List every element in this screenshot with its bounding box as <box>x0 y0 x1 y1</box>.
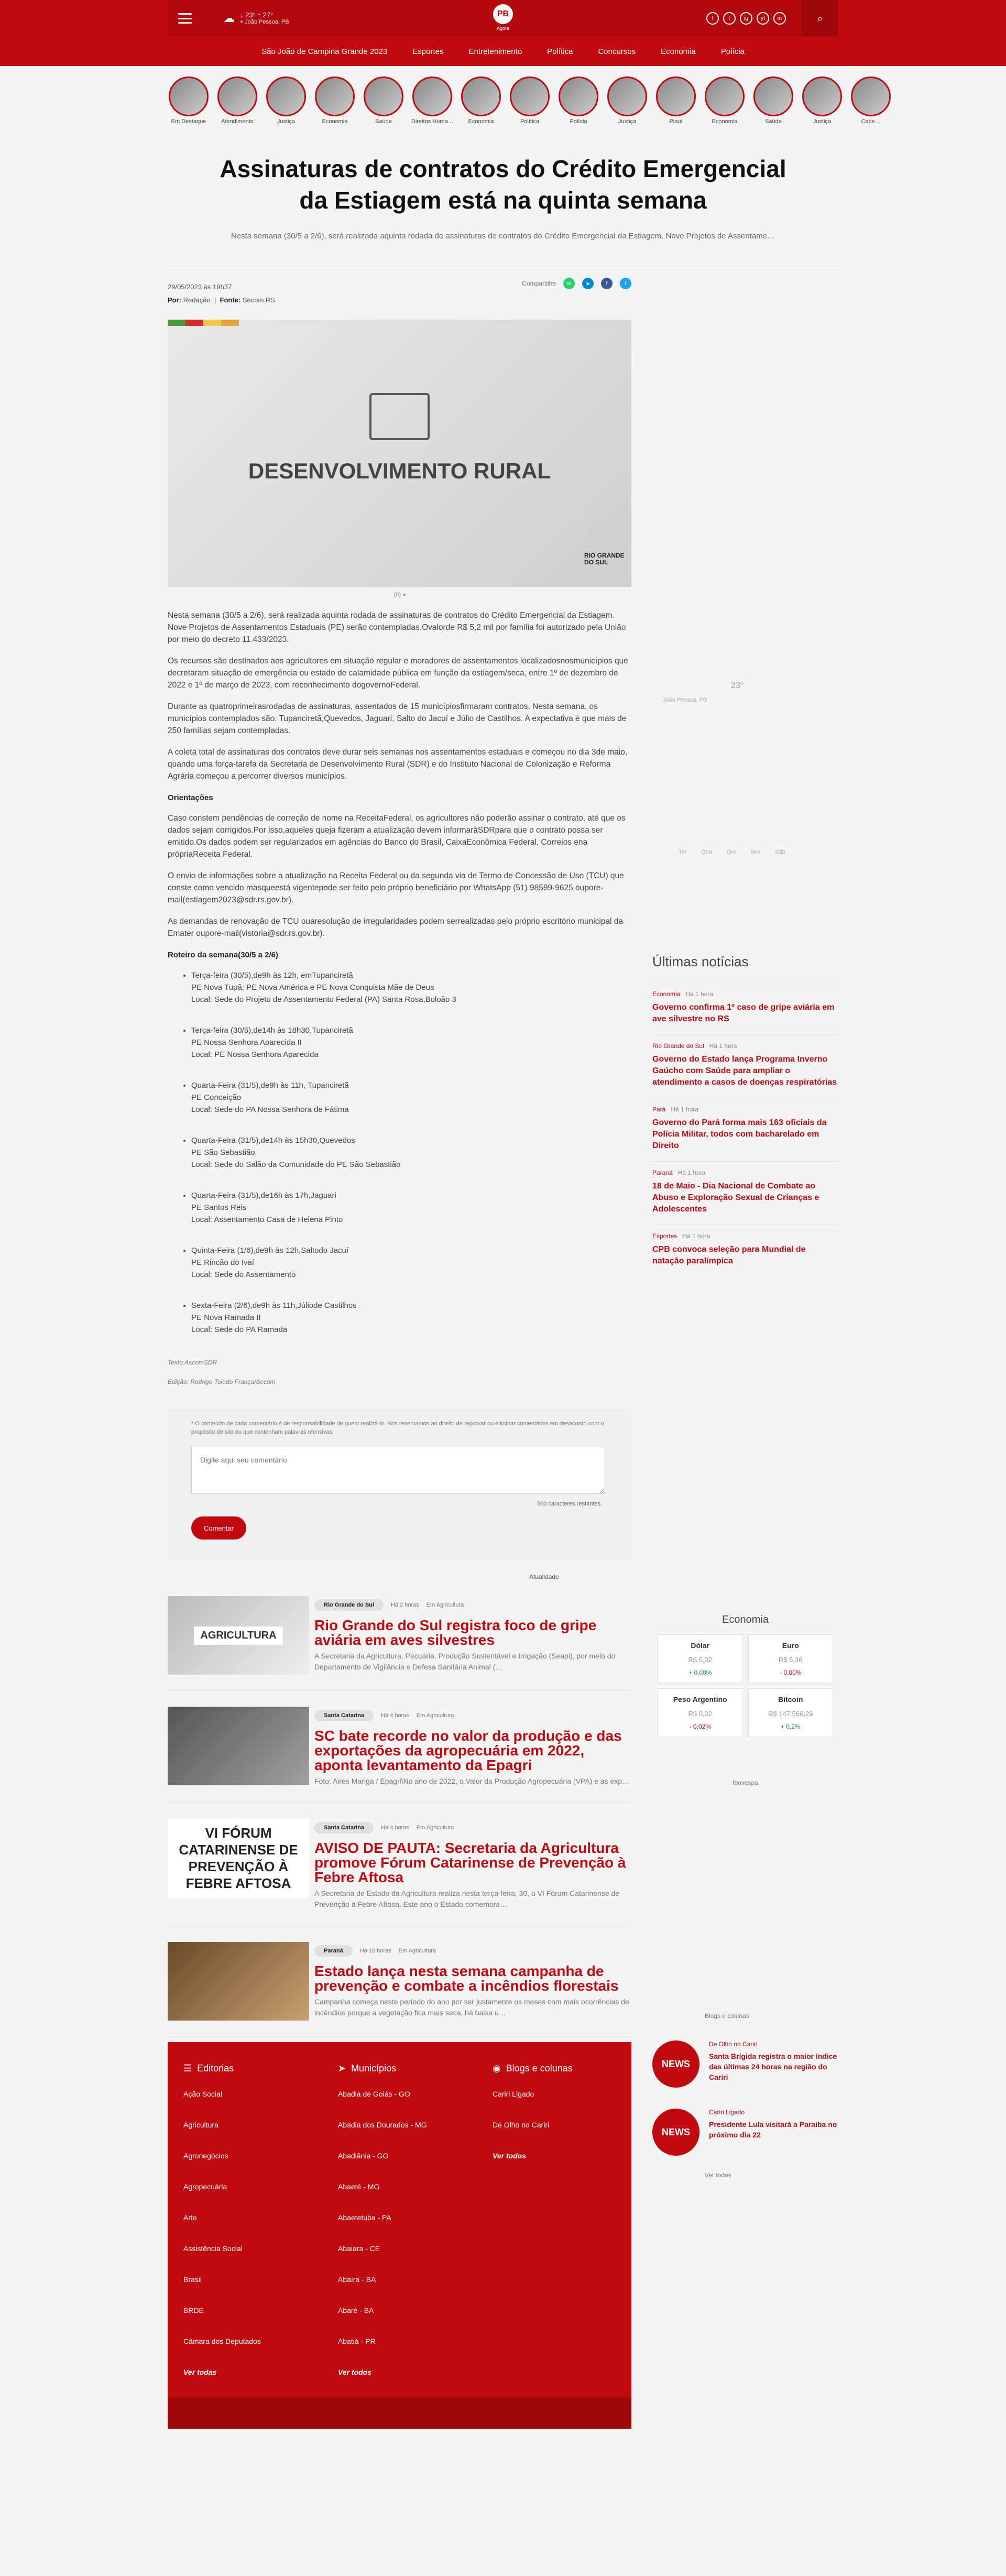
latest-time: Há 1 hora <box>709 1042 737 1050</box>
featured-image <box>168 320 631 587</box>
footer-column-title <box>183 2063 322 2074</box>
related-title[interactable]: Estado lança nesta semana campanha de prevenção e combate a incêndios florestais <box>314 1963 619 1994</box>
story-avatar <box>461 77 501 116</box>
currency-name: Bitcoin <box>778 1695 803 1704</box>
related-thumb[interactable] <box>168 1707 309 1785</box>
weather-day: Ter <box>679 849 687 855</box>
roteiro-line: Local: Sede do Projeto de Assentamento Federal (PA) Santa Rosa,Boloão 3 <box>191 995 456 1004</box>
related-title[interactable]: SC bate recorde no valor da produção e das exportações da agropecuária em 2022, aponta levantamento da Epagri <box>314 1728 622 1773</box>
article-byline: Por: Redação | Fonte: Secom RS <box>168 296 275 304</box>
roteiro-line: PE São Sebastião <box>191 1148 255 1157</box>
latest-category <box>652 1232 838 1240</box>
footer-column-label: Editorias <box>197 2063 234 2073</box>
twitter-icon[interactable]: t <box>620 278 631 289</box>
roteiro-title: Roteiro da semana(30/5 a 2/6) <box>168 951 278 959</box>
related-time: Há 10 horas <box>359 1948 391 1954</box>
article-date: 29/05/2023 às 19h37 <box>168 283 232 291</box>
story-label: Economia <box>712 118 738 125</box>
footer-link[interactable]: Assistência Social <box>183 2244 243 2253</box>
footer-link[interactable]: Agropecuária <box>183 2182 227 2191</box>
latest-category <box>652 990 838 998</box>
latest-category-name: Esportes <box>652 1232 677 1240</box>
news-badge: NEWS <box>652 2109 699 2156</box>
roteiro-item <box>191 1024 631 1061</box>
article-paragraph: A coleta total de assinaturas dos contratos deve durar seis semanas nos assentamentos estaduais e começou no dia 3de maio, quando uma força-tarefa da Secretaria de Desenvolvimento Rural (SDR) e do Instituto Nacional de Colonização e Reforma Agrária começou a percorrer diversos municípios. <box>168 748 628 781</box>
story-item[interactable] <box>606 77 648 127</box>
roteiro-line: PE Rincão do Ivaí <box>191 1258 255 1267</box>
header-weather <box>223 11 289 26</box>
related-thumb[interactable] <box>168 1819 309 1897</box>
roteiro-line: • Sexta-Feira (2/6),de9h às 11h,Júliode Castilhos <box>191 1301 357 1310</box>
blog-item[interactable] <box>652 2109 838 2156</box>
story-item[interactable] <box>655 77 697 127</box>
related-tags <box>314 1710 631 1721</box>
related-category[interactable]: Santa Catarina <box>314 1822 374 1833</box>
related-info <box>314 1707 631 1787</box>
stories-strip <box>168 77 881 127</box>
latest-title[interactable]: Governo confirma 1º caso de gripe aviária em ave silvestre no RS <box>652 1003 835 1023</box>
roteiro-item <box>191 1189 631 1226</box>
roteiro-line: Local: Sede do Assentamento <box>191 1270 296 1279</box>
related-thumb[interactable] <box>168 1942 309 2021</box>
footer-link[interactable]: Agricultura <box>183 2121 218 2129</box>
nav-item[interactable]: Concursos <box>598 47 636 56</box>
latest-category <box>652 1106 838 1113</box>
story-avatar <box>851 77 891 116</box>
latest-title[interactable]: 18 de Maio - Dia Nacional de Combate ao Abuso e Exploração Sexual de Crianças e Adolescentes <box>652 1182 819 1214</box>
story-avatar <box>802 77 842 116</box>
image-caption: (0) ◂ <box>393 592 406 598</box>
comment-button[interactable]: Comentar <box>191 1516 246 1540</box>
roteiro-line: PE Nova Ramada II <box>191 1313 261 1322</box>
story-item[interactable] <box>216 77 258 127</box>
related-section: Em Agricultura <box>416 1712 454 1719</box>
footer <box>168 2042 631 2397</box>
currency-card <box>748 1634 834 1683</box>
footer-link[interactable]: BRDE <box>183 2306 204 2315</box>
footer-see-all[interactable]: Ver todos <box>337 2368 372 2376</box>
currency-card <box>658 1634 743 1683</box>
credits: Texto:AscomSDR Edição: Rodrigo Toledo França/Secom <box>168 1359 276 1385</box>
currency-card <box>748 1688 834 1737</box>
footer-link[interactable]: Abadiânia - GO <box>337 2152 389 2160</box>
story-avatar <box>607 77 647 116</box>
story-item[interactable] <box>460 77 502 127</box>
latest-time: Há 1 hora <box>671 1106 699 1113</box>
page-title: Assinaturas de contratos do Crédito Emergencial da Estiagem está na quinta semana <box>220 155 786 214</box>
related-item[interactable] <box>168 1942 631 2037</box>
footer-column-icon: ☰ <box>183 2063 192 2073</box>
related-item[interactable] <box>168 1819 631 1926</box>
roteiro-line: PE Nova Tupã; PE Nova América e PE Nova Conquista Mãe de Deus <box>191 983 434 992</box>
ibovespa-label: Ibovespa <box>732 1779 758 1786</box>
blog-text <box>709 2109 838 2140</box>
story-label: Política <box>520 118 540 125</box>
footer-link[interactable]: Abaiara - CE <box>337 2244 380 2253</box>
article-subtitle: Nesta semana (30/5 a 2/6), será realizada aquinta rodada de assinaturas de contratos do Crédito Emergencial da Estiagem. Nove Projetos de Assentame… <box>231 232 775 241</box>
currency-delta: - 0,00% <box>780 1669 802 1676</box>
main-nav <box>0 37 1006 66</box>
story-label: Direitos Huma… <box>411 118 454 125</box>
roteiro-line: • Terça-feira (30/5),de14h às 18h30,Tupanciretã <box>191 1026 353 1035</box>
footer-link[interactable]: Câmara dos Deputados <box>183 2337 261 2345</box>
roteiro-line: Local: Sede do Salão da Comunidade do PE São Sebastião <box>191 1160 401 1169</box>
timeline-title: Atualidade <box>529 1573 559 1580</box>
latest-title: Últimas notícias <box>652 954 749 969</box>
rural-icon <box>369 393 430 440</box>
footer-link[interactable]: Brasil <box>183 2275 202 2284</box>
social-links <box>706 12 786 25</box>
related-time: Há 4 horas <box>381 1712 409 1719</box>
article-content <box>168 609 631 1388</box>
header-city: ⌖ João Pessoa, PB <box>240 19 289 25</box>
article-paragraph: Nesta semana (30/5 a 2/6), será realizada aquinta rodada de assinaturas de contratos do Crédito Emergencial da Estiagem. Nove Projetos de Assentamentos Estaduais (PE) serão contempladas.Ovalorde R$ 5,2 mil por família foi autorizado pela União por meio do decreto 11.433/2023. <box>168 611 626 644</box>
weather-widget-temp: 23° <box>731 681 744 690</box>
comments-section <box>168 1409 631 1560</box>
currency-card <box>658 1688 743 1737</box>
latest-title[interactable]: CPB convoca seleção para Mundial de natação paralímpica <box>652 1245 806 1265</box>
latest-news <box>652 954 838 1276</box>
story-avatar <box>315 77 355 116</box>
latest-time: Há 1 hora <box>685 990 714 998</box>
story-label: Economia <box>322 118 348 125</box>
related-tags <box>314 1822 631 1833</box>
blogs-title: Blogs e colunas <box>705 2012 749 2020</box>
image-text: DESENVOLVIMENTO RURAL <box>248 459 551 483</box>
nav-item[interactable]: Polícia <box>720 47 745 56</box>
footer-column-title <box>493 2063 631 2074</box>
thumb-text: AGRICULTURA <box>194 1627 282 1645</box>
currency-name: Dólar <box>691 1641 710 1650</box>
story-avatar <box>266 77 306 116</box>
story-avatar <box>656 77 696 116</box>
roteiro-list <box>168 969 631 1336</box>
latest-category-name: Rio Grande do Sul <box>652 1042 704 1050</box>
nav-item[interactable]: Entretenimento <box>468 47 522 56</box>
currency-value: R$ 5,36 <box>778 1656 803 1664</box>
roteiro-item <box>191 1245 631 1281</box>
social-icon[interactable]: yt <box>757 12 769 25</box>
latest-category-name: Pará <box>652 1106 666 1113</box>
story-label: Cace… <box>861 118 881 125</box>
currency-delta: + 0,2% <box>780 1723 801 1730</box>
social-icon[interactable]: t <box>723 12 736 25</box>
roteiro-line: PE Santos Reis <box>191 1203 247 1212</box>
story-avatar <box>412 77 452 116</box>
story-item[interactable] <box>801 77 843 127</box>
latest-category <box>652 1042 838 1050</box>
latest-category-name: Paraná <box>652 1169 673 1176</box>
weather-widget-city: João Pessoa, PB <box>663 697 707 703</box>
nav-item[interactable]: Economia <box>661 47 696 56</box>
story-label: Atendimento <box>221 118 254 125</box>
currency-delta: - 0,02% <box>689 1723 711 1730</box>
footer-column-label: Municípios <box>351 2063 397 2073</box>
latest-item[interactable] <box>652 1161 838 1225</box>
social-icon[interactable]: in <box>773 12 786 25</box>
facebook-icon[interactable]: f <box>601 278 613 289</box>
weather-day: Sáb <box>775 849 785 855</box>
footer-column <box>322 2063 477 2376</box>
roteiro-line: • Quinta-Feira (1/6),de9h às 12h,Saltodo Jacuí <box>191 1246 349 1255</box>
blog-text <box>709 2040 838 2082</box>
footer-link[interactable]: Abadia dos Dourados - MG <box>337 2121 427 2129</box>
footer-column-icon: ◉ <box>492 2063 501 2073</box>
orient-paragraph: O envio de informações sobre a atualização na Receita Federal ou da segunda via de Termo de Concessão de Uso (TCU) que conste como vencido masqueestá vigentepode ser feito pelo próprio beneficiário por WhatsApp (51) 98599-9625 oupore-mail(estiagem2023@sdr.rs.gov.br). <box>168 871 624 904</box>
blog-item[interactable] <box>652 2040 838 2088</box>
latest-item[interactable] <box>652 1098 838 1161</box>
article-header <box>0 153 1006 241</box>
weather-day: Sex <box>750 849 761 855</box>
story-label: Economia <box>468 118 494 125</box>
latest-item[interactable] <box>652 983 838 1034</box>
related-excerpt: Campanha começa neste período do ano por ser justamente os meses com mais ocorrências de incêndios porque a vegetação fica mais seca, há baixa u… <box>314 1998 629 2017</box>
blog-name[interactable]: Cariri Ligado <box>709 2109 745 2116</box>
story-item[interactable] <box>850 77 892 127</box>
nav-item[interactable]: São João de Campina Grande 2023 <box>261 47 388 56</box>
related-category[interactable]: Rio Grande do Sul <box>314 1599 384 1611</box>
roteiro-line: Local: Sede do PA Ramada <box>191 1325 288 1334</box>
story-avatar <box>169 77 209 116</box>
footer-link[interactable]: Arte <box>183 2213 197 2222</box>
story-avatar <box>510 77 550 116</box>
footer-link[interactable]: Abatiá - PR <box>337 2337 376 2345</box>
related-category[interactable]: Paraná <box>314 1945 353 1957</box>
related-info <box>314 1819 631 1910</box>
story-item[interactable] <box>314 77 356 127</box>
roteiro-line: PE Nossa Senhora Aparecida II <box>191 1038 302 1047</box>
roteiro-item <box>191 1300 631 1336</box>
footer-link[interactable]: Cariri Ligado <box>492 2090 534 2098</box>
story-item[interactable] <box>704 77 746 127</box>
related-item[interactable] <box>168 1596 631 1691</box>
related-thumb[interactable] <box>168 1596 309 1675</box>
weather-day: Qui <box>727 849 736 855</box>
article-main <box>168 267 631 2037</box>
footer-link[interactable]: Abadia de Goiás - GO <box>337 2090 410 2098</box>
related-category[interactable]: Santa Catarina <box>314 1710 374 1721</box>
orient-paragraph: Caso constem pendências de correção de nome na ReceitaFederal, os agricultores não poderão assinar o contrato, até que os dados sejam corrigidos.Por isso,aqueles queja fizeram a atualização devem informaràSDRpara que o contrato possa ser emitido.Os dados podem ser regularizados em agências do Banco do Brasil, CaixaEconômica Federal, Correios ena própriaReceita Federal. <box>168 814 626 859</box>
blog-headline[interactable]: Santa Brígida registra o maior índice das últimas 24 horas na região do Cariri <box>709 2052 837 2081</box>
footer-column <box>477 2063 631 2376</box>
story-item[interactable] <box>557 77 599 127</box>
story-avatar <box>559 77 598 116</box>
related-excerpt: A Secretaria da Agricultura, Pecuária, Produção Sustentável e Irrigação (Seapi), por meio do Departamento de Vigilância e Defesa Sanitária Animal (… <box>314 1652 616 1671</box>
social-icon[interactable]: ig <box>740 12 752 25</box>
article-paragraph: Os recursos são destinados aos agricultores em situação regular e moradores de assentamentos localizadosnosmunicípios que decretaram situação de emergência ou estado de calamidade pública em função da estiagem/seca, entre 1º de dezembro de 2022 e 1º de março de 2023, com reconhecimento dogovernoFederal. <box>168 657 628 690</box>
footer-link[interactable]: Agronegócios <box>183 2152 228 2160</box>
share-bar <box>522 278 631 289</box>
story-item[interactable] <box>168 77 210 127</box>
roteiro-item <box>191 969 631 1006</box>
roteiro-line: Local: Assentamento Casa de Helena Pinto <box>191 1215 343 1224</box>
currency-value: R$ 147.566,29 <box>768 1710 813 1718</box>
related-time: Há 2 horas <box>390 1602 419 1608</box>
weather-day: Qua <box>701 849 713 855</box>
related-info <box>314 1942 631 2021</box>
footer-column-title <box>338 2063 477 2074</box>
latest-item[interactable] <box>652 1034 838 1098</box>
story-item[interactable] <box>411 77 453 127</box>
economia-widget <box>652 1614 838 1786</box>
top-bar <box>0 0 1006 37</box>
story-label: Piauí <box>669 118 683 125</box>
related-section: Em Agricultura <box>426 1602 464 1608</box>
footer-column-icon: ➤ <box>337 2063 346 2073</box>
roteiro-line: • Quarta-Feira (31/5),de14h às 15h30,Quevedos <box>191 1136 355 1145</box>
related-excerpt: A Secretaria de Estado da Agricultura realiza nesta terça-feira, 30, o VI Fórum Catarinense de Prevenção à Febre Aftosa. Este ano o Estado comemora… <box>314 1889 620 1908</box>
story-item[interactable] <box>265 77 307 127</box>
story-label: Saúde <box>765 118 782 125</box>
related-tags <box>314 1599 631 1611</box>
weather-widget <box>652 650 838 875</box>
footer-column <box>168 2063 322 2376</box>
nav-item[interactable]: Esportes <box>412 47 444 56</box>
color-bars <box>168 320 239 326</box>
image-brand: RIO GRANDE DO SUL <box>584 552 625 566</box>
share-label: Compartilhe <box>522 280 556 287</box>
top-bar-inner <box>168 0 838 37</box>
telegram-icon[interactable]: ➤ <box>582 278 594 289</box>
whatsapp-icon[interactable]: w <box>563 278 575 289</box>
latest-item[interactable] <box>652 1225 838 1276</box>
story-item[interactable] <box>363 77 404 127</box>
latest-title[interactable]: Governo do Pará forma mais 163 oficiais da Polícia Militar, todos com bacharelado em Direito <box>652 1118 827 1150</box>
roteiro-line: • Quarta-Feira (31/5),de16h às 17h,Jaguari <box>191 1191 336 1200</box>
roteiro-line: Local: Sede do PA Nossa Senhora de Fátima <box>191 1105 349 1114</box>
currency-value: R$ 0,02 <box>688 1710 713 1718</box>
menu-icon[interactable] <box>178 13 192 24</box>
roteiro-item <box>191 1079 631 1116</box>
footer-link[interactable]: Ação Social <box>183 2090 222 2098</box>
related-excerpt: Foto: Aires Mariga / Epagri\No ano de 2022, o Valor da Produção Agropecuária (VPA) e as exp… <box>314 1777 630 1785</box>
comments-note: * O conteúdo de cada comentário é de responsabilidade de quem realizá-lo. Nos reservamos ao direito de reprovar ou eliminar comentários em desacordo com o propósito do site ou que contenham palavras ofensivas. <box>191 1421 604 1435</box>
related-title[interactable]: Rio Grande do Sul registra foco de gripe aviária em aves silvestres <box>314 1617 597 1648</box>
latest-time: Há 1 hora <box>677 1169 706 1176</box>
story-label: Justiça <box>813 118 832 125</box>
related-title[interactable]: AVISO DE PAUTA: Secretaria da Agricultura promove Fórum Catarinense de Prevenção à Febre Aftosa <box>314 1840 626 1885</box>
blogs-see-all[interactable]: Ver todos <box>705 2171 731 2179</box>
blogs-widget <box>652 2012 838 2179</box>
latest-time: Há 1 hora <box>682 1232 710 1240</box>
currency-name: Euro <box>782 1641 799 1650</box>
blog-name[interactable]: De Olho no Cariri <box>709 2040 758 2048</box>
related-tags <box>314 1945 631 1957</box>
footer-bottom <box>168 2397 631 2429</box>
char-count: 500 caracteres restantes. <box>537 1501 603 1507</box>
roteiro-line: PE Conceição <box>191 1093 242 1102</box>
story-label: Polícia <box>570 118 587 125</box>
roteiro-line: • Terça-feira (30/5),de9h às 12h, emTupanciretã <box>191 971 353 980</box>
story-avatar <box>364 77 403 116</box>
search-icon[interactable]: ⌕ <box>802 0 838 37</box>
currency-value: R$ 5,02 <box>688 1656 713 1664</box>
roteiro-line: Local: PE Nossa Senhora Aparecida <box>191 1050 319 1059</box>
story-avatar <box>705 77 745 116</box>
currency-name: Peso Argentino <box>673 1695 727 1704</box>
article-paragraph: Durante as quatroprimeirasrodadas de assinaturas, assentados de 15 municípiosfirmaram contratos. Nesta semana, os municípios contemplados são: Tupanciretã,Quevedos, Jaguari, Salto do Jacuí e Júlio de Castilhos. A expectativa é que mais de 250 famílias sejam contempladas. <box>168 702 627 735</box>
footer-link[interactable]: Abaíra - BA <box>337 2275 376 2284</box>
currency-delta: + 0,00% <box>688 1669 712 1676</box>
sidebar <box>652 267 838 2179</box>
news-badge: NEWS <box>652 2040 699 2088</box>
latest-category <box>652 1169 838 1176</box>
thumb-text: VI FÓRUM CATARINENSE DE PREVENÇÃO À FEBRE AFTOSA <box>179 1825 298 1891</box>
related-time: Há 4 horas <box>381 1825 409 1831</box>
comment-input[interactable] <box>191 1447 605 1494</box>
footer-link[interactable]: Abaetetuba - PA <box>337 2213 391 2222</box>
footer-link[interactable]: De Olho no Cariri <box>492 2121 550 2129</box>
story-item[interactable] <box>509 77 551 127</box>
economia-title: Economia <box>722 1614 769 1625</box>
related-list <box>168 1596 631 2037</box>
story-avatar <box>217 77 257 116</box>
latest-title[interactable]: Governo do Estado lança Programa Inverno Gaúcho com Saúde para ampliar o atendimento a casos de doenças respiratórias <box>652 1055 837 1087</box>
footer-link[interactable]: Abaré - BA <box>337 2306 374 2315</box>
nav-item[interactable]: Política <box>547 47 573 56</box>
related-item[interactable] <box>168 1707 631 1803</box>
cloud-icon: ☁ <box>223 12 235 25</box>
footer-see-all[interactable]: Ver todos <box>492 2152 526 2160</box>
story-label: Em Destaque <box>171 118 206 125</box>
related-section: Em Agricultura <box>398 1948 436 1954</box>
roteiro-line: • Quarta-Feira (31/5),de9h às 11h, Tupanciretã <box>191 1081 349 1090</box>
related-info <box>314 1596 631 1675</box>
footer-link[interactable]: Abaeté - MG <box>337 2182 380 2191</box>
latest-category-name: Economia <box>652 990 681 998</box>
story-label: Justiça <box>277 118 296 125</box>
weather-days <box>679 849 785 855</box>
footer-see-all[interactable]: Ver todas <box>183 2368 217 2376</box>
story-label: Saúde <box>375 118 392 125</box>
orientacoes-title: Orientações <box>168 793 213 802</box>
related-section: Em Agricultura <box>416 1825 454 1831</box>
header-temps: ↓ 23° ↑ 27° <box>240 11 274 19</box>
story-avatar <box>753 77 793 116</box>
story-item[interactable] <box>752 77 794 127</box>
site-logo[interactable]: PB Agora <box>493 4 513 31</box>
roteiro-item <box>191 1134 631 1171</box>
story-label: Justiça <box>618 118 637 125</box>
footer-column-label: Blogs e colunas <box>506 2063 573 2073</box>
blog-headline[interactable]: Presidente Lula visitará a Paraíba no próximo dia 22 <box>709 2120 837 2139</box>
social-icon[interactable]: f <box>706 12 719 25</box>
orient-paragraph: As demandas de renovação de TCU ouaresolução de irregularidades podem serrealizadas pelo próprio escritório municipal da Emater oupore-mail(vistoria@sdr.rs.gov.br). <box>168 917 624 938</box>
